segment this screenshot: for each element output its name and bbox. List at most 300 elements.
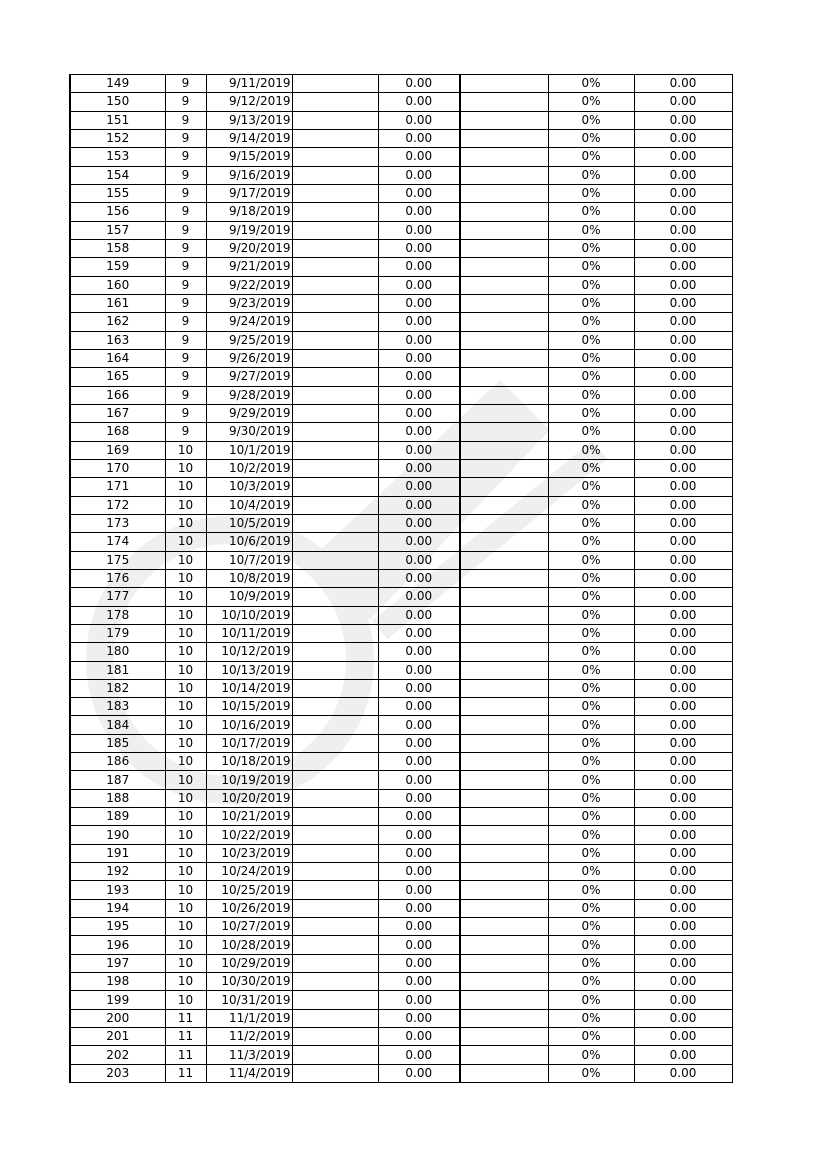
row-number-cell: 191 — [70, 844, 165, 862]
value-cell: 0.00 — [634, 789, 732, 807]
table-row — [70, 863, 732, 881]
value-cell: 0.00 — [634, 808, 732, 826]
table-row — [70, 496, 732, 514]
empty-cell — [460, 203, 548, 221]
month-cell: 10 — [165, 826, 206, 844]
value-cell: 0.00 — [634, 1064, 732, 1082]
empty-cell — [292, 881, 378, 899]
date-cell: 10/6/2019 — [206, 533, 292, 551]
date-cell: 10/16/2019 — [206, 716, 292, 734]
month-cell: 11 — [165, 1028, 206, 1046]
month-cell: 9 — [165, 349, 206, 367]
table-row — [70, 349, 732, 367]
month-cell: 9 — [165, 404, 206, 422]
empty-cell — [460, 276, 548, 294]
empty-cell — [292, 753, 378, 771]
month-cell: 10 — [165, 661, 206, 679]
month-cell: 9 — [165, 276, 206, 294]
empty-cell — [460, 899, 548, 917]
empty-cell — [460, 441, 548, 459]
amount-cell: 0.00 — [378, 294, 460, 312]
empty-cell — [460, 404, 548, 422]
amount-cell: 0.00 — [378, 918, 460, 936]
table-row — [70, 239, 732, 257]
percent-cell: 0% — [548, 111, 634, 129]
table-row — [70, 844, 732, 862]
percent-cell: 0% — [548, 294, 634, 312]
empty-cell — [460, 771, 548, 789]
percent-cell: 0% — [548, 203, 634, 221]
row-number-cell: 203 — [70, 1064, 165, 1082]
value-cell: 0.00 — [634, 679, 732, 697]
percent-cell: 0% — [548, 404, 634, 422]
value-cell: 0.00 — [634, 753, 732, 771]
month-cell: 9 — [165, 423, 206, 441]
date-cell: 9/16/2019 — [206, 166, 292, 184]
percent-cell: 0% — [548, 148, 634, 166]
empty-cell — [460, 93, 548, 111]
value-cell: 0.00 — [634, 771, 732, 789]
date-cell: 9/28/2019 — [206, 386, 292, 404]
table-row — [70, 606, 732, 624]
row-number-cell: 181 — [70, 661, 165, 679]
date-cell: 9/18/2019 — [206, 203, 292, 221]
percent-cell: 0% — [548, 606, 634, 624]
value-cell: 0.00 — [634, 221, 732, 239]
month-cell: 11 — [165, 1009, 206, 1027]
amount-cell: 0.00 — [378, 973, 460, 991]
empty-cell — [292, 569, 378, 587]
amount-cell: 0.00 — [378, 624, 460, 642]
empty-cell — [292, 661, 378, 679]
empty-cell — [292, 111, 378, 129]
month-cell: 10 — [165, 551, 206, 569]
percent-cell: 0% — [548, 698, 634, 716]
empty-cell — [460, 459, 548, 477]
date-cell: 10/11/2019 — [206, 624, 292, 642]
amount-cell: 0.00 — [378, 863, 460, 881]
empty-cell — [292, 75, 378, 93]
empty-cell — [460, 643, 548, 661]
table-row — [70, 203, 732, 221]
empty-cell — [460, 973, 548, 991]
empty-cell — [460, 588, 548, 606]
value-cell: 0.00 — [634, 533, 732, 551]
date-cell: 11/2/2019 — [206, 1028, 292, 1046]
empty-cell — [460, 918, 548, 936]
row-number-cell: 192 — [70, 863, 165, 881]
amount-cell: 0.00 — [378, 881, 460, 899]
month-cell: 10 — [165, 863, 206, 881]
amount-cell: 0.00 — [378, 478, 460, 496]
row-number-cell: 167 — [70, 404, 165, 422]
row-number-cell: 202 — [70, 1046, 165, 1064]
empty-cell — [292, 294, 378, 312]
amount-cell: 0.00 — [378, 496, 460, 514]
empty-cell — [292, 441, 378, 459]
row-number-cell: 186 — [70, 753, 165, 771]
date-cell: 10/12/2019 — [206, 643, 292, 661]
date-cell: 11/4/2019 — [206, 1064, 292, 1082]
percent-cell: 0% — [548, 496, 634, 514]
amount-cell: 0.00 — [378, 441, 460, 459]
value-cell: 0.00 — [634, 606, 732, 624]
month-cell: 10 — [165, 441, 206, 459]
empty-cell — [292, 789, 378, 807]
row-number-cell: 193 — [70, 881, 165, 899]
amount-cell: 0.00 — [378, 184, 460, 202]
table-row — [70, 826, 732, 844]
table-row — [70, 276, 732, 294]
empty-cell — [460, 129, 548, 147]
amount-cell: 0.00 — [378, 551, 460, 569]
date-cell: 10/10/2019 — [206, 606, 292, 624]
percent-cell: 0% — [548, 991, 634, 1009]
row-number-cell: 175 — [70, 551, 165, 569]
percent-cell: 0% — [548, 75, 634, 93]
empty-cell — [460, 184, 548, 202]
table-row — [70, 368, 732, 386]
table-row — [70, 551, 732, 569]
empty-cell — [460, 423, 548, 441]
amount-cell: 0.00 — [378, 588, 460, 606]
amount-cell: 0.00 — [378, 221, 460, 239]
row-number-cell: 201 — [70, 1028, 165, 1046]
table-row — [70, 313, 732, 331]
value-cell: 0.00 — [634, 276, 732, 294]
amount-cell: 0.00 — [378, 276, 460, 294]
percent-cell: 0% — [548, 221, 634, 239]
empty-cell — [460, 661, 548, 679]
value-cell: 0.00 — [634, 1009, 732, 1027]
empty-cell — [292, 239, 378, 257]
amount-cell: 0.00 — [378, 313, 460, 331]
amount-cell: 0.00 — [378, 569, 460, 587]
row-number-cell: 166 — [70, 386, 165, 404]
value-cell: 0.00 — [634, 129, 732, 147]
percent-cell: 0% — [548, 771, 634, 789]
value-cell: 0.00 — [634, 661, 732, 679]
value-cell: 0.00 — [634, 423, 732, 441]
amount-cell: 0.00 — [378, 991, 460, 1009]
table-row — [70, 258, 732, 276]
date-cell: 10/2/2019 — [206, 459, 292, 477]
empty-cell — [460, 258, 548, 276]
amount-cell: 0.00 — [378, 75, 460, 93]
value-cell: 0.00 — [634, 569, 732, 587]
amount-cell: 0.00 — [378, 459, 460, 477]
amount-cell: 0.00 — [378, 148, 460, 166]
amount-cell: 0.00 — [378, 258, 460, 276]
amount-cell: 0.00 — [378, 1064, 460, 1082]
table-row — [70, 1064, 732, 1082]
row-number-cell: 151 — [70, 111, 165, 129]
percent-cell: 0% — [548, 239, 634, 257]
value-cell: 0.00 — [634, 899, 732, 917]
empty-cell — [292, 423, 378, 441]
amount-cell: 0.00 — [378, 753, 460, 771]
row-number-cell: 187 — [70, 771, 165, 789]
table-row — [70, 404, 732, 422]
date-cell: 9/20/2019 — [206, 239, 292, 257]
month-cell: 10 — [165, 918, 206, 936]
percent-cell: 0% — [548, 386, 634, 404]
table-row — [70, 588, 732, 606]
empty-cell — [460, 679, 548, 697]
row-number-cell: 178 — [70, 606, 165, 624]
table-row — [70, 1028, 732, 1046]
value-cell: 0.00 — [634, 386, 732, 404]
empty-cell — [292, 386, 378, 404]
percent-cell: 0% — [548, 258, 634, 276]
empty-cell — [460, 569, 548, 587]
empty-cell — [292, 148, 378, 166]
empty-cell — [460, 863, 548, 881]
month-cell: 10 — [165, 789, 206, 807]
row-number-cell: 189 — [70, 808, 165, 826]
amount-cell: 0.00 — [378, 203, 460, 221]
value-cell: 0.00 — [634, 734, 732, 752]
table-row — [70, 441, 732, 459]
row-number-cell: 198 — [70, 973, 165, 991]
date-cell: 10/19/2019 — [206, 771, 292, 789]
empty-cell — [292, 716, 378, 734]
percent-cell: 0% — [548, 331, 634, 349]
month-cell: 10 — [165, 881, 206, 899]
empty-cell — [292, 863, 378, 881]
value-cell: 0.00 — [634, 331, 732, 349]
value-cell: 0.00 — [634, 588, 732, 606]
empty-cell — [292, 606, 378, 624]
date-cell: 11/1/2019 — [206, 1009, 292, 1027]
date-cell: 10/24/2019 — [206, 863, 292, 881]
empty-cell — [292, 166, 378, 184]
percent-cell: 0% — [548, 588, 634, 606]
empty-cell — [292, 258, 378, 276]
table-row — [70, 771, 732, 789]
month-cell: 10 — [165, 808, 206, 826]
month-cell: 10 — [165, 936, 206, 954]
table-row — [70, 716, 732, 734]
row-number-cell: 179 — [70, 624, 165, 642]
month-cell: 10 — [165, 844, 206, 862]
row-number-cell: 183 — [70, 698, 165, 716]
row-number-cell: 182 — [70, 679, 165, 697]
percent-cell: 0% — [548, 899, 634, 917]
table-row — [70, 899, 732, 917]
empty-cell — [292, 404, 378, 422]
empty-cell — [292, 1028, 378, 1046]
row-number-cell: 173 — [70, 514, 165, 532]
amount-cell: 0.00 — [378, 93, 460, 111]
month-cell: 9 — [165, 93, 206, 111]
value-cell: 0.00 — [634, 551, 732, 569]
row-number-cell: 159 — [70, 258, 165, 276]
amount-cell: 0.00 — [378, 954, 460, 972]
amount-cell: 0.00 — [378, 1009, 460, 1027]
empty-cell — [292, 973, 378, 991]
row-number-cell: 169 — [70, 441, 165, 459]
percent-cell: 0% — [548, 423, 634, 441]
empty-cell — [460, 991, 548, 1009]
amount-cell: 0.00 — [378, 111, 460, 129]
amount-cell: 0.00 — [378, 404, 460, 422]
amount-cell: 0.00 — [378, 1028, 460, 1046]
date-cell: 10/15/2019 — [206, 698, 292, 716]
date-cell: 10/14/2019 — [206, 679, 292, 697]
row-number-cell: 162 — [70, 313, 165, 331]
value-cell: 0.00 — [634, 624, 732, 642]
value-cell: 0.00 — [634, 313, 732, 331]
row-number-cell: 194 — [70, 899, 165, 917]
row-number-cell: 197 — [70, 954, 165, 972]
table-row — [70, 661, 732, 679]
table-row — [70, 386, 732, 404]
table-row — [70, 881, 732, 899]
empty-cell — [292, 954, 378, 972]
row-number-cell: 172 — [70, 496, 165, 514]
row-number-cell: 163 — [70, 331, 165, 349]
empty-cell — [460, 753, 548, 771]
date-cell: 9/24/2019 — [206, 313, 292, 331]
data-table — [69, 74, 733, 1083]
table-row — [70, 533, 732, 551]
empty-cell — [460, 606, 548, 624]
value-cell: 0.00 — [634, 478, 732, 496]
empty-cell — [460, 1046, 548, 1064]
percent-cell: 0% — [548, 734, 634, 752]
table-row — [70, 294, 732, 312]
table-row — [70, 753, 732, 771]
value-cell: 0.00 — [634, 166, 732, 184]
empty-cell — [460, 313, 548, 331]
amount-cell: 0.00 — [378, 1046, 460, 1064]
month-cell: 10 — [165, 533, 206, 551]
empty-cell — [460, 368, 548, 386]
table-body — [70, 75, 732, 1083]
empty-cell — [292, 514, 378, 532]
row-number-cell: 156 — [70, 203, 165, 221]
value-cell: 0.00 — [634, 111, 732, 129]
table-row — [70, 679, 732, 697]
value-cell: 0.00 — [634, 148, 732, 166]
date-cell: 9/11/2019 — [206, 75, 292, 93]
value-cell: 0.00 — [634, 991, 732, 1009]
empty-cell — [460, 111, 548, 129]
table-row — [70, 1046, 732, 1064]
empty-cell — [460, 294, 548, 312]
month-cell: 9 — [165, 239, 206, 257]
percent-cell: 0% — [548, 973, 634, 991]
date-cell: 10/31/2019 — [206, 991, 292, 1009]
value-cell: 0.00 — [634, 863, 732, 881]
value-cell: 0.00 — [634, 973, 732, 991]
row-number-cell: 168 — [70, 423, 165, 441]
empty-cell — [292, 991, 378, 1009]
table-row — [70, 954, 732, 972]
value-cell: 0.00 — [634, 698, 732, 716]
row-number-cell: 160 — [70, 276, 165, 294]
percent-cell: 0% — [548, 1046, 634, 1064]
empty-cell — [460, 1028, 548, 1046]
percent-cell: 0% — [548, 844, 634, 862]
row-number-cell: 185 — [70, 734, 165, 752]
amount-cell: 0.00 — [378, 661, 460, 679]
empty-cell — [292, 734, 378, 752]
empty-cell — [460, 808, 548, 826]
empty-cell — [292, 496, 378, 514]
amount-cell: 0.00 — [378, 789, 460, 807]
date-cell: 9/14/2019 — [206, 129, 292, 147]
date-cell: 9/12/2019 — [206, 93, 292, 111]
percent-cell: 0% — [548, 643, 634, 661]
value-cell: 0.00 — [634, 184, 732, 202]
row-number-cell: 150 — [70, 93, 165, 111]
table-row — [70, 111, 732, 129]
month-cell: 9 — [165, 129, 206, 147]
amount-cell: 0.00 — [378, 514, 460, 532]
value-cell: 0.00 — [634, 936, 732, 954]
empty-cell — [292, 826, 378, 844]
empty-cell — [292, 533, 378, 551]
month-cell: 10 — [165, 954, 206, 972]
row-number-cell: 161 — [70, 294, 165, 312]
date-cell: 10/26/2019 — [206, 899, 292, 917]
empty-cell — [292, 478, 378, 496]
amount-cell: 0.00 — [378, 606, 460, 624]
month-cell: 9 — [165, 111, 206, 129]
date-cell: 10/3/2019 — [206, 478, 292, 496]
percent-cell: 0% — [548, 349, 634, 367]
amount-cell: 0.00 — [378, 643, 460, 661]
month-cell: 10 — [165, 569, 206, 587]
month-cell: 9 — [165, 294, 206, 312]
percent-cell: 0% — [548, 1028, 634, 1046]
value-cell: 0.00 — [634, 716, 732, 734]
amount-cell: 0.00 — [378, 349, 460, 367]
amount-cell: 0.00 — [378, 698, 460, 716]
empty-cell — [292, 331, 378, 349]
date-cell: 10/28/2019 — [206, 936, 292, 954]
table-row — [70, 478, 732, 496]
percent-cell: 0% — [548, 569, 634, 587]
row-number-cell: 195 — [70, 918, 165, 936]
row-number-cell: 157 — [70, 221, 165, 239]
empty-cell — [460, 239, 548, 257]
value-cell: 0.00 — [634, 349, 732, 367]
row-number-cell: 170 — [70, 459, 165, 477]
empty-cell — [292, 1064, 378, 1082]
percent-cell: 0% — [548, 368, 634, 386]
table-row — [70, 148, 732, 166]
date-cell: 10/18/2019 — [206, 753, 292, 771]
date-cell: 9/26/2019 — [206, 349, 292, 367]
empty-cell — [460, 478, 548, 496]
value-cell: 0.00 — [634, 514, 732, 532]
row-number-cell: 200 — [70, 1009, 165, 1027]
month-cell: 10 — [165, 973, 206, 991]
row-number-cell: 149 — [70, 75, 165, 93]
table-row — [70, 991, 732, 1009]
amount-cell: 0.00 — [378, 771, 460, 789]
row-number-cell: 164 — [70, 349, 165, 367]
table-row — [70, 331, 732, 349]
month-cell: 10 — [165, 753, 206, 771]
table-row — [70, 514, 732, 532]
month-cell: 9 — [165, 203, 206, 221]
month-cell: 10 — [165, 496, 206, 514]
date-cell: 10/27/2019 — [206, 918, 292, 936]
